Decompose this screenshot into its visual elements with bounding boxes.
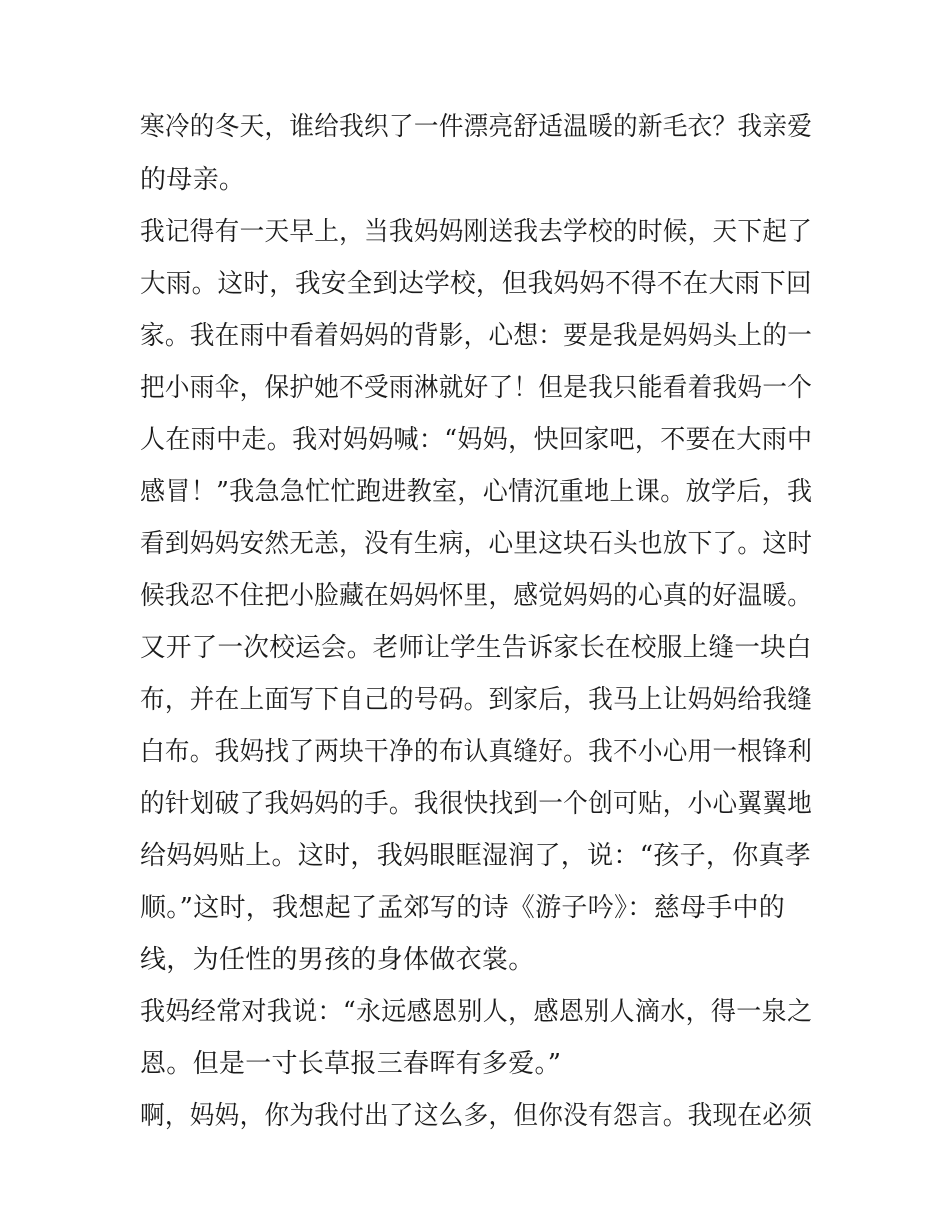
text-line: 我妈经常对我说：“永远感恩别人，感恩别人滴水，得一泉之 bbox=[140, 997, 813, 1027]
text-line: 候我忍不住把小脸藏在妈妈怀里，感觉妈妈的心真的好温暖。 bbox=[140, 581, 813, 611]
text-line: 顺。”这时，我想起了孟郊写的诗《游子吟》：慈母手中的 bbox=[140, 893, 786, 923]
text-line: 布，并在上面写下自己的号码。到家后，我马上让妈妈给我缝 bbox=[140, 685, 813, 715]
text-line: 寒冷的冬天，谁给我织了一件漂亮舒适温暖的新毛衣？我亲爱 bbox=[140, 112, 813, 142]
text-line: 恩。但是一寸长草报三春晖有多爱。” bbox=[140, 1049, 562, 1079]
text-line: 大雨。这时，我安全到达学校，但我妈妈不得不在大雨下回 bbox=[140, 269, 812, 299]
text-line: 感冒！”我急急忙忙跑进教室，心情沉重地上课。放学后，我 bbox=[140, 477, 813, 507]
text-line: 给妈妈贴上。这时，我妈眼眶湿润了，说：“孩子，你真孝 bbox=[140, 841, 812, 871]
text-line: 白布。我妈找了两块干净的布认真缝好。我不小心用一根锋利 bbox=[140, 737, 813, 767]
text-line: 我记得有一天早上，当我妈妈刚送我去学校的时候，天下起了 bbox=[140, 217, 813, 247]
text-line: 又开了一次校运会。老师让学生告诉家长在校服上缝一块白 bbox=[140, 633, 812, 663]
text-line: 的母亲。 bbox=[140, 165, 246, 195]
text-line: 把小雨伞，保护她不受雨淋就好了！但是我只能看着我妈一个 bbox=[140, 373, 813, 403]
text-line: 人在雨中走。我对妈妈喊：“妈妈，快回家吧，不要在大雨中 bbox=[140, 425, 813, 455]
text-line: 线，为任性的男孩的身体做衣裳。 bbox=[140, 945, 535, 975]
text-line: 啊，妈妈，你为我付出了这么多，但你没有怨言。我现在必须 bbox=[140, 1101, 813, 1131]
text-line: 家。我在雨中看着妈妈的背影，心想：要是我是妈妈头上的一 bbox=[140, 321, 813, 351]
text-line: 的针划破了我妈妈的手。我很快找到一个创可贴，小心翼翼地 bbox=[140, 789, 813, 819]
text-line: 看到妈妈安然无恙，没有生病，心里这块石头也放下了。这时 bbox=[140, 529, 813, 559]
